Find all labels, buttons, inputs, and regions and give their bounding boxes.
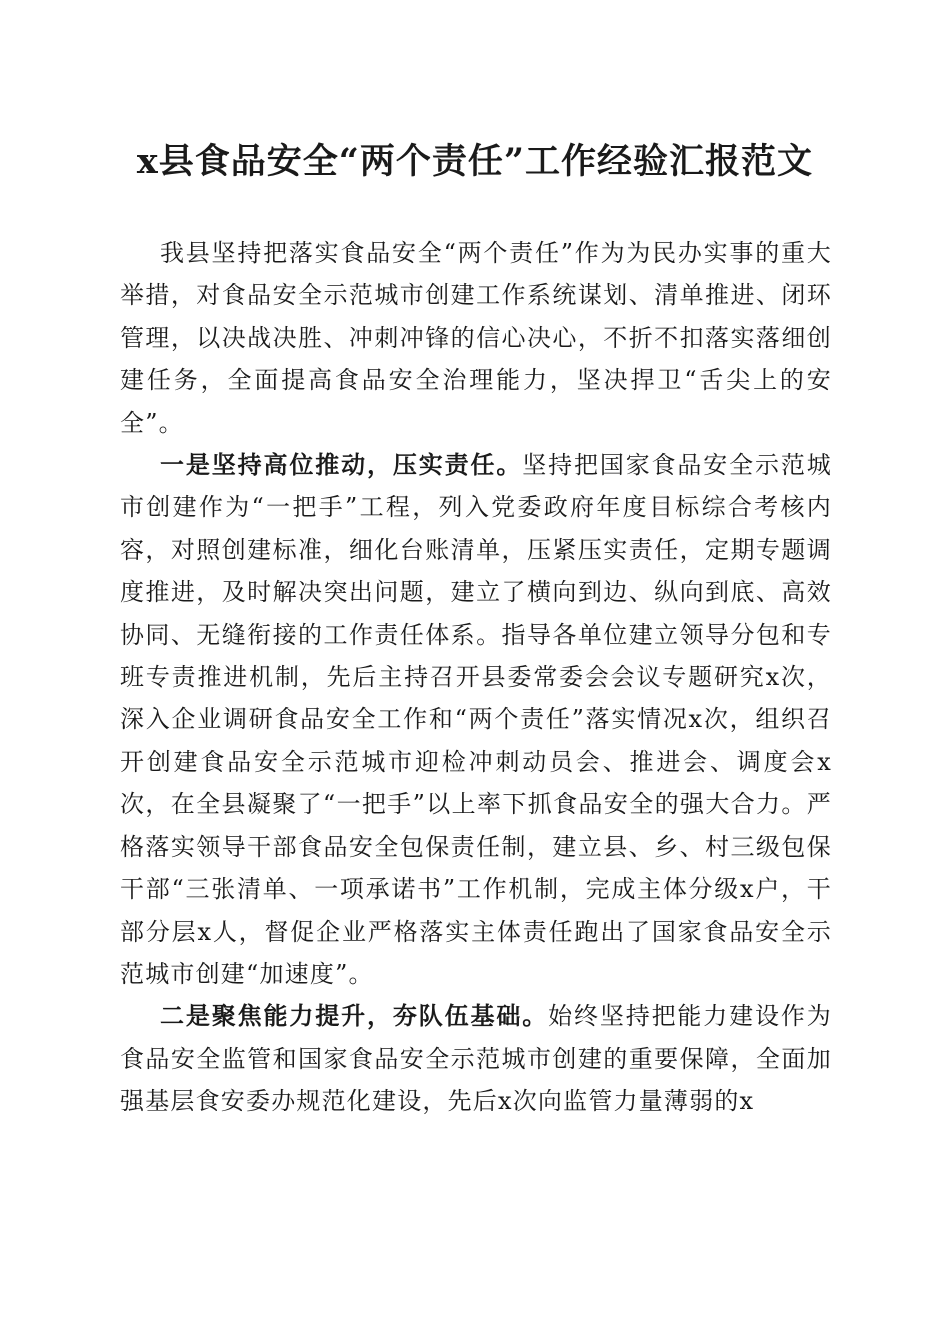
section-one-paragraph: [120, 444, 832, 995]
document-title: x县食品安全“两个责任”工作经验汇报范文: [136, 141, 814, 182]
section-two-paragraph: [120, 995, 832, 1122]
intro-paragraph: [120, 232, 832, 444]
section-two-heading: 二是聚焦能力提升，夯队伍基础。: [160, 1001, 549, 1031]
section-one-text: 坚持把国家食品安全示范城市创建作为“一把手”工程，列入党委政府年度目标综合考核内容，对照创建标准，细化台账清单，压紧压实责任，定期专题调度推进，及时解决突出问题，建立了横向到边、纵向到底、高效协同、无缝衔接的工作责任体系。指导各单位建立领导分包和专班专责推进机制，先后主持召开县委常委会会议专题研究x次，深入企业调研食品安全工作和“两个责任”落实情况x次，组织召开创建食品安全示范城市迎检冲刺动员会、推进会、调度会x次，在全县凝聚了“一把手”以上率下抓食品安全的强大合力。严格落实领导干部食品安全包保责任制，建立县、乡、村三级包保干部“三张清单、一项承诺书”工作机制，完成主体分级x户，干部分层x人，督促企业严格落实主体责任跑出了国家食品安全示范城市创建“加速度”。: [120, 451, 832, 988]
document-body: [120, 232, 832, 1123]
section-two-text: 始终坚持把能力建设作为食品安全监管和国家食品安全示范城市创建的重要保障，全面加强基层食安委办规范化建设，先后x次向监管力量薄弱的x: [120, 1002, 832, 1116]
section-one-heading: 一是坚持高位推动，压实责任。: [160, 450, 523, 480]
intro-paragraph-text: 我县坚持把落实食品安全“两个责任”作为为民办实事的重大举措，对食品安全示范城市创建工作系统谋划、清单推进、闭环管理，以决战决胜、冲刺冲锋的信心决心，不折不扣落实落细创建任务，全面提高食品安全治理能力，坚决捍卫“舌尖上的安全”。: [120, 239, 832, 437]
